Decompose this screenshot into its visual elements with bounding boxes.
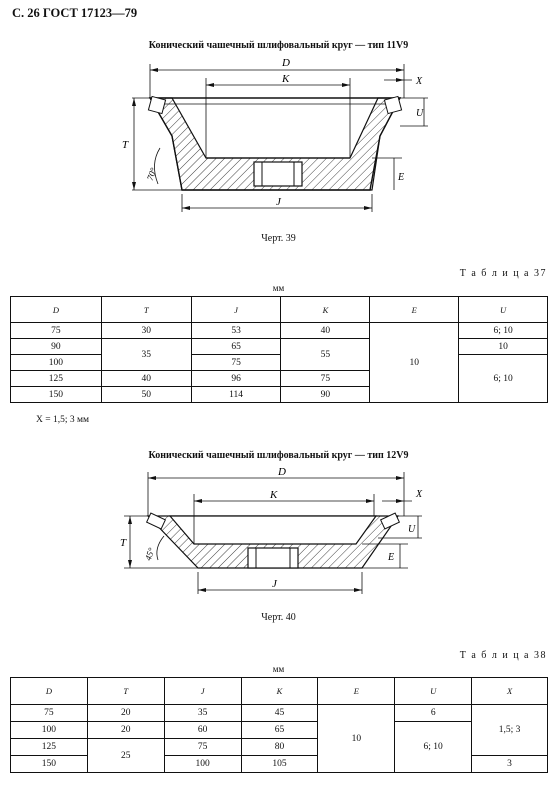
table-37 <box>10 296 548 403</box>
table-38-cell: 60 <box>164 722 241 739</box>
table-37-cell: 114 <box>191 387 281 403</box>
table-38-units: мм <box>272 664 285 674</box>
figure-40-label: Черт. 40 <box>261 612 296 623</box>
table-row <box>11 323 548 339</box>
table-37-cell: 96 <box>191 371 281 387</box>
table-37-header-row <box>11 297 548 323</box>
table-38-header-X: X <box>472 678 548 705</box>
table-38-cell: 125 <box>11 739 88 756</box>
table-row <box>11 355 548 371</box>
table-38-cell: 100 <box>11 722 88 739</box>
wheel-40-cavity <box>170 516 376 544</box>
table-37-cell: 55 <box>281 339 370 371</box>
table-37-header-E: E <box>370 297 459 323</box>
figure-39-caption: Конический чашечный шлифовальный круг — тип 11V9 <box>148 40 409 51</box>
table-38-cell: 105 <box>241 756 318 773</box>
table-38-cell: 6; 10 <box>395 722 472 773</box>
table-38-header-U: U <box>395 678 472 705</box>
table-38-cell: 75 <box>11 705 88 722</box>
dim-label-T: T <box>122 139 129 151</box>
table-38-cell: 20 <box>87 705 164 722</box>
table-38-cell: 1,5; 3 <box>472 705 548 756</box>
figure-39-label: Черт. 39 <box>261 233 296 244</box>
table-37-title: Т а б л и ц а 37 <box>459 268 547 279</box>
dim-label-X: X <box>416 489 423 500</box>
table-38-cell: 65 <box>241 722 318 739</box>
table-37-cell: 75 <box>191 355 281 371</box>
table-37-cell: 75 <box>11 323 102 339</box>
page-header: С. 26 ГОСТ 17123—79 <box>12 6 138 20</box>
table-37-header-K: K <box>281 297 370 323</box>
table-37-cell: 40 <box>281 323 370 339</box>
table-37-cell: 65 <box>191 339 281 355</box>
table-38-cell: 25 <box>87 739 164 773</box>
table-38-cell: 10 <box>318 705 395 773</box>
table-37-cell: 150 <box>11 387 102 403</box>
dim-label-U: U <box>416 108 424 119</box>
table-37-cell: 40 <box>101 371 191 387</box>
table-38-cell: 6 <box>395 705 472 722</box>
dim-label-U: U <box>408 524 416 535</box>
table-38-cell: 100 <box>164 756 241 773</box>
table-38-cell: 20 <box>87 722 164 739</box>
figure-40-drawing <box>118 464 428 604</box>
table-38-cell: 3 <box>472 756 548 773</box>
table-37-units: мм <box>272 283 285 293</box>
table-37-cell: 50 <box>101 387 191 403</box>
dim-label-K: K <box>270 489 278 501</box>
table-38-header-row <box>11 678 548 705</box>
table-37-note: X = 1,5; 3 мм <box>36 415 90 425</box>
table-37-header-U: U <box>459 297 548 323</box>
table-37-cell: 90 <box>281 387 370 403</box>
table-37-cell: 30 <box>101 323 191 339</box>
dim-label-T: T <box>120 537 127 549</box>
table-37-cell: 6; 10 <box>459 355 548 403</box>
table-38-header-J: J <box>164 678 241 705</box>
table-38-cell: 45 <box>241 705 318 722</box>
table-row <box>11 705 548 722</box>
dim-label-D: D <box>282 57 290 69</box>
dim-label-J: J <box>272 578 277 590</box>
dim-label-X: X <box>416 76 423 87</box>
table-37-cell: 10 <box>370 323 459 403</box>
table-38-header-E: E <box>318 678 395 705</box>
table-38-cell: 150 <box>11 756 88 773</box>
table-37-header-J: J <box>191 297 281 323</box>
dim-label-D: D <box>278 466 286 478</box>
table-37-cell: 125 <box>11 371 102 387</box>
dim-label-angle: 45° <box>142 546 157 562</box>
dim-label-angle: 70° <box>144 166 159 182</box>
table-38-cell: 75 <box>164 739 241 756</box>
table-38 <box>10 677 548 773</box>
table-38-header-K: K <box>241 678 318 705</box>
table-row <box>11 339 548 355</box>
table-37-header-D: D <box>11 297 102 323</box>
table-38-cell: 35 <box>164 705 241 722</box>
table-37-cell: 10 <box>459 339 548 355</box>
figure-40-caption: Конический чашечный шлифовальный круг — тип 12V9 <box>148 450 409 461</box>
dim-label-K: K <box>282 73 290 85</box>
table-37-cell: 75 <box>281 371 370 387</box>
table-row <box>11 722 548 739</box>
dim-label-J: J <box>276 196 281 208</box>
table-38-header-T: T <box>87 678 164 705</box>
table-37-cell: 6; 10 <box>459 323 548 339</box>
figure-39-drawing <box>110 52 440 222</box>
dim-label-E: E <box>388 552 395 563</box>
table-37-header-T: T <box>101 297 191 323</box>
table-38-title: Т а б л и ц а 38 <box>459 650 547 661</box>
dim-label-E: E <box>398 172 405 183</box>
table-38-header-D: D <box>11 678 88 705</box>
table-38-cell: 80 <box>241 739 318 756</box>
table-37-cell: 53 <box>191 323 281 339</box>
wheel-39-bore <box>254 162 302 186</box>
table-37-cell: 90 <box>11 339 102 355</box>
table-37-cell: 35 <box>101 339 191 371</box>
table-37-cell: 100 <box>11 355 102 371</box>
